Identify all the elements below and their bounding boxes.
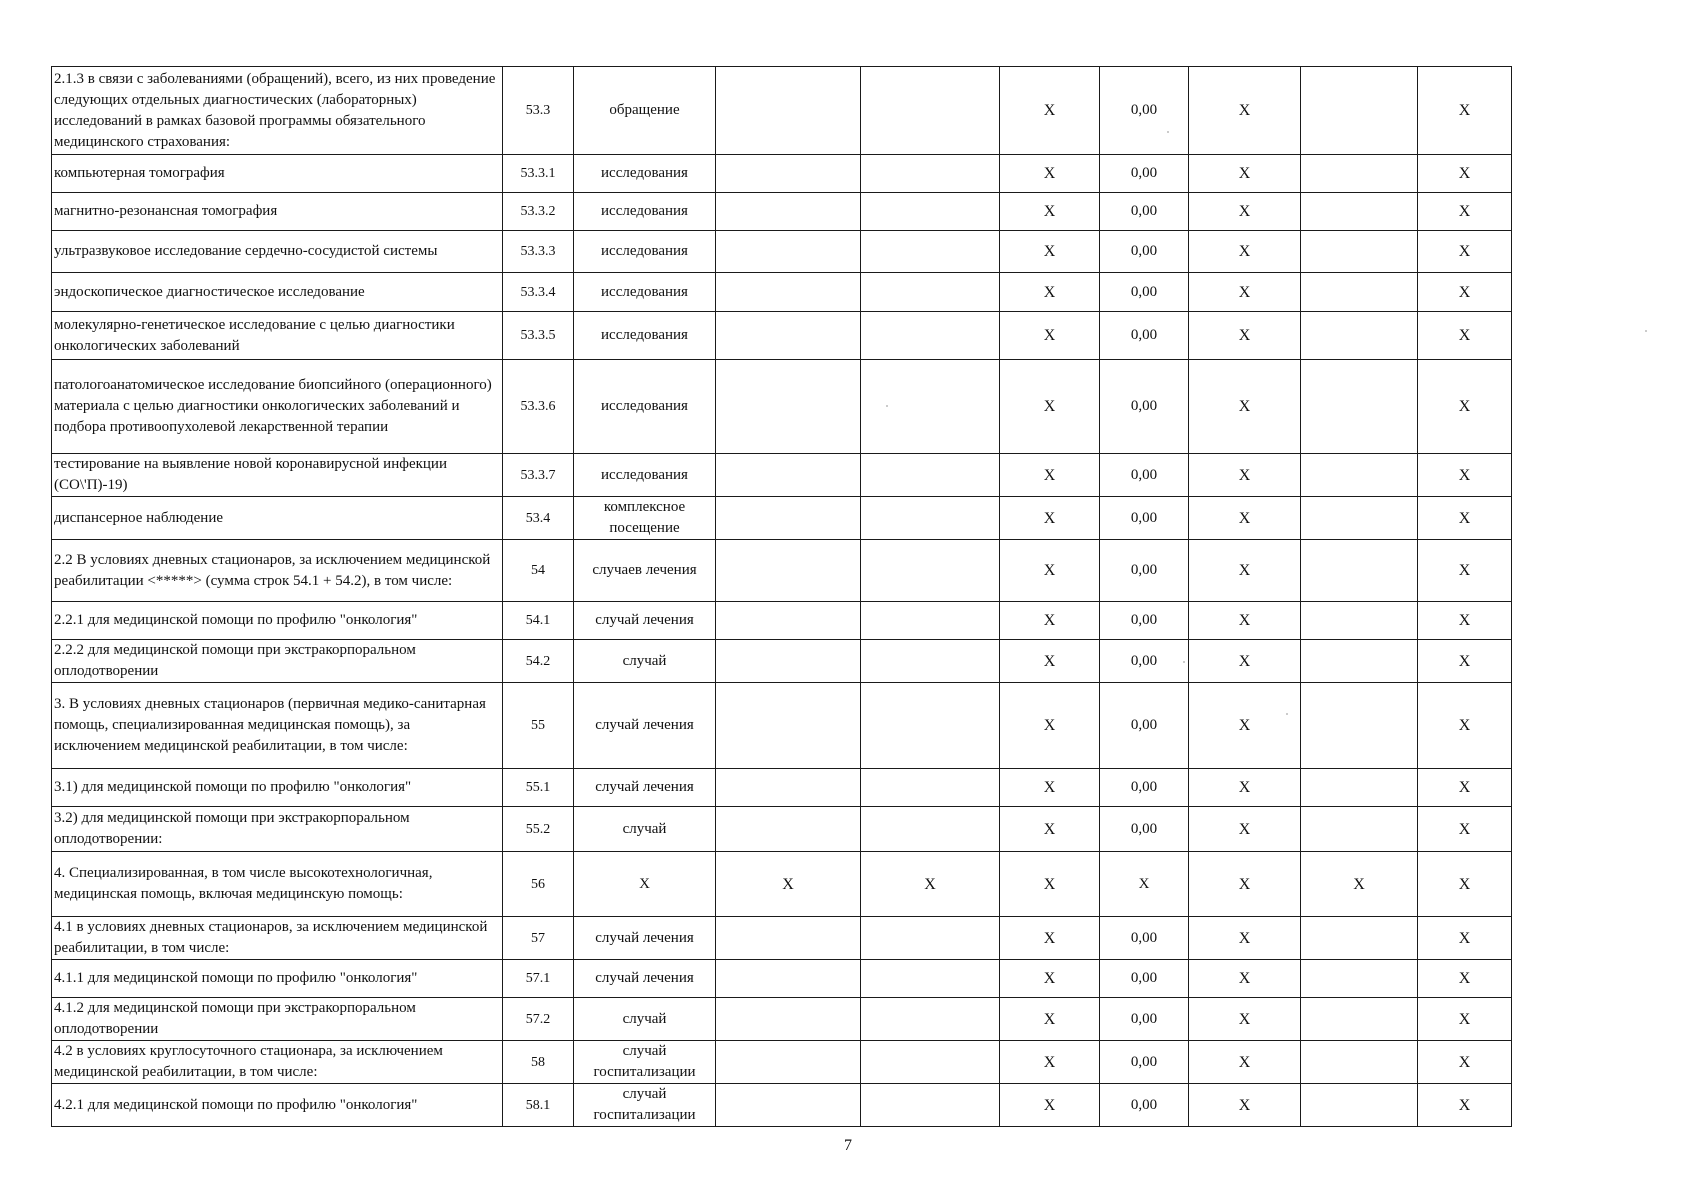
row-col8-cell <box>1301 960 1418 998</box>
row-col5-cell: X <box>1000 155 1100 193</box>
row-col8-cell <box>1301 312 1418 360</box>
row-col6-cell: 0,00 <box>1100 1084 1189 1127</box>
row-col7-cell: X <box>1189 273 1301 312</box>
row-name-cell: 3. В условиях дневных стационаров (первичная медико-санитарная помощь, специализированная медицинская помощь), за исключением медицинской реабилитации, в том числе: <box>52 683 503 769</box>
row-col3-cell <box>716 454 861 497</box>
row-col4-cell <box>861 312 1000 360</box>
table-row <box>52 360 1512 454</box>
row-col5-cell: X <box>1000 960 1100 998</box>
row-unit-cell: обращение <box>574 67 716 155</box>
row-col3-cell <box>716 807 861 852</box>
row-col7-cell: X <box>1189 602 1301 640</box>
row-col6-cell: 0,00 <box>1100 960 1189 998</box>
row-col5-cell: X <box>1000 769 1100 807</box>
row-col8-cell <box>1301 807 1418 852</box>
row-col4-cell <box>861 231 1000 273</box>
row-col8-cell <box>1301 454 1418 497</box>
row-col6-cell: 0,00 <box>1100 454 1189 497</box>
row-col9-cell: X <box>1418 1084 1512 1127</box>
row-col5-cell: X <box>1000 998 1100 1041</box>
row-col9-cell: X <box>1418 155 1512 193</box>
row-col6-cell: 0,00 <box>1100 497 1189 540</box>
row-col7-cell: X <box>1189 231 1301 273</box>
row-code-cell: 53.3.3 <box>503 231 574 273</box>
row-col5-cell: X <box>1000 1084 1100 1127</box>
row-col4-cell <box>861 602 1000 640</box>
row-col9-cell: X <box>1418 683 1512 769</box>
row-col5-cell: X <box>1000 231 1100 273</box>
row-col6-cell: 0,00 <box>1100 155 1189 193</box>
row-name-cell: диспансерное наблюдение <box>52 497 503 540</box>
row-col9-cell: X <box>1418 273 1512 312</box>
row-col3-cell <box>716 998 861 1041</box>
row-code-cell: 53.3.7 <box>503 454 574 497</box>
row-code-cell: 57.1 <box>503 960 574 998</box>
row-col6-cell: 0,00 <box>1100 807 1189 852</box>
row-unit-cell: исследования <box>574 312 716 360</box>
row-name-cell: молекулярно-генетическое исследование с целью диагностики онкологических заболеваний <box>52 312 503 360</box>
row-code-cell: 53.3.4 <box>503 273 574 312</box>
row-col7-cell: X <box>1189 1084 1301 1127</box>
row-name-cell: 3.1) для медицинской помощи по профилю "онкология" <box>52 769 503 807</box>
row-name-cell: 4.2 в условиях круглосуточного стационара, за исключением медицинской реабилитации, в том числе: <box>52 1041 503 1084</box>
row-col4-cell <box>861 540 1000 602</box>
row-col4-cell <box>861 640 1000 683</box>
row-col7-cell: X <box>1189 193 1301 231</box>
row-col8-cell <box>1301 360 1418 454</box>
row-col7-cell: X <box>1189 917 1301 960</box>
row-code-cell: 55.1 <box>503 769 574 807</box>
row-col4-cell <box>861 1084 1000 1127</box>
row-name-cell: магнитно-резонансная томография <box>52 193 503 231</box>
row-col8-cell <box>1301 602 1418 640</box>
row-col8-cell <box>1301 540 1418 602</box>
row-name-cell: 4.1 в условиях дневных стационаров, за исключением медицинской реабилитации, в том числе: <box>52 917 503 960</box>
table-row <box>52 67 1512 155</box>
row-col5-cell: X <box>1000 602 1100 640</box>
row-col8-cell <box>1301 1084 1418 1127</box>
row-col6-cell: 0,00 <box>1100 640 1189 683</box>
row-unit-cell: случай <box>574 998 716 1041</box>
table-body <box>52 67 1512 1127</box>
row-name-cell: 4.2.1 для медицинской помощи по профилю "онкология" <box>52 1084 503 1127</box>
row-col5-cell: X <box>1000 312 1100 360</box>
table-row <box>52 807 1512 852</box>
row-name-cell: 4.1.2 для медицинской помощи при экстракорпоральном оплодотворении <box>52 998 503 1041</box>
row-unit-cell: случай <box>574 640 716 683</box>
row-col9-cell: X <box>1418 960 1512 998</box>
row-col7-cell: X <box>1189 852 1301 917</box>
row-name-cell: тестирование на выявление новой коронавирусной инфекции (CO\'П)-19) <box>52 454 503 497</box>
row-col4-cell <box>861 454 1000 497</box>
row-col9-cell: X <box>1418 640 1512 683</box>
table-row <box>52 312 1512 360</box>
row-col9-cell: X <box>1418 231 1512 273</box>
row-col5-cell: X <box>1000 807 1100 852</box>
row-col7-cell: X <box>1189 807 1301 852</box>
row-col3-cell <box>716 769 861 807</box>
row-name-cell: 3.2) для медицинской помощи при экстракорпоральном оплодотворении: <box>52 807 503 852</box>
table-row <box>52 683 1512 769</box>
table-row <box>52 640 1512 683</box>
row-col8-cell: X <box>1301 852 1418 917</box>
row-unit-cell: случай <box>574 807 716 852</box>
row-unit-cell: исследования <box>574 193 716 231</box>
row-col6-cell: 0,00 <box>1100 769 1189 807</box>
row-col6-cell: 0,00 <box>1100 998 1189 1041</box>
row-code-cell: 53.4 <box>503 497 574 540</box>
row-col6-cell: 0,00 <box>1100 602 1189 640</box>
row-col6-cell: 0,00 <box>1100 193 1189 231</box>
row-name-cell: ультразвуковое исследование сердечно-сосудистой системы <box>52 231 503 273</box>
row-col7-cell: X <box>1189 497 1301 540</box>
row-col5-cell: X <box>1000 497 1100 540</box>
row-col6-cell: 0,00 <box>1100 683 1189 769</box>
row-col7-cell: X <box>1189 67 1301 155</box>
row-col3-cell <box>716 540 861 602</box>
row-col5-cell: X <box>1000 640 1100 683</box>
row-col4-cell <box>861 917 1000 960</box>
row-col5-cell: X <box>1000 193 1100 231</box>
row-name-cell: компьютерная томография <box>52 155 503 193</box>
row-col5-cell: X <box>1000 1041 1100 1084</box>
row-col6-cell: 0,00 <box>1100 360 1189 454</box>
row-col3-cell <box>716 960 861 998</box>
row-col9-cell: X <box>1418 602 1512 640</box>
row-name-cell: 4. Специализированная, в том числе высокотехнологичная, медицинская помощь, включая медицинскую помощь: <box>52 852 503 917</box>
row-col7-cell: X <box>1189 360 1301 454</box>
table-row <box>52 540 1512 602</box>
row-unit-cell: случай лечения <box>574 602 716 640</box>
row-code-cell: 53.3 <box>503 67 574 155</box>
row-code-cell: 53.3.6 <box>503 360 574 454</box>
row-col8-cell <box>1301 497 1418 540</box>
row-col8-cell <box>1301 193 1418 231</box>
row-name-cell: 2.2.2 для медицинской помощи при экстракорпоральном оплодотворении <box>52 640 503 683</box>
row-col5-cell: X <box>1000 540 1100 602</box>
row-col3-cell <box>716 273 861 312</box>
row-col9-cell: X <box>1418 807 1512 852</box>
row-col9-cell: X <box>1418 769 1512 807</box>
row-col8-cell <box>1301 998 1418 1041</box>
row-col8-cell <box>1301 640 1418 683</box>
row-col7-cell: X <box>1189 454 1301 497</box>
row-unit-cell: комплексное посещение <box>574 497 716 540</box>
row-col9-cell: X <box>1418 454 1512 497</box>
row-code-cell: 58 <box>503 1041 574 1084</box>
row-col5-cell: X <box>1000 454 1100 497</box>
row-col6-cell: 0,00 <box>1100 540 1189 602</box>
row-unit-cell: случай госпитализации <box>574 1084 716 1127</box>
row-col3-cell <box>716 193 861 231</box>
row-col6-cell: 0,00 <box>1100 1041 1189 1084</box>
row-col6-cell: 0,00 <box>1100 917 1189 960</box>
row-col7-cell: X <box>1189 640 1301 683</box>
row-col9-cell: X <box>1418 497 1512 540</box>
row-col8-cell <box>1301 273 1418 312</box>
table-row <box>52 231 1512 273</box>
row-col3-cell <box>716 312 861 360</box>
row-unit-cell: случай госпитализации <box>574 1041 716 1084</box>
table-row <box>52 998 1512 1041</box>
row-name-cell: 4.1.1 для медицинской помощи по профилю "онкология" <box>52 960 503 998</box>
row-col4-cell <box>861 155 1000 193</box>
row-col4-cell <box>861 193 1000 231</box>
row-col7-cell: X <box>1189 998 1301 1041</box>
row-col4-cell <box>861 769 1000 807</box>
row-col4-cell <box>861 67 1000 155</box>
row-col7-cell: X <box>1189 312 1301 360</box>
row-unit-cell: случай лечения <box>574 960 716 998</box>
row-code-cell: 57.2 <box>503 998 574 1041</box>
row-code-cell: 54 <box>503 540 574 602</box>
row-col3-cell <box>716 640 861 683</box>
row-col8-cell <box>1301 917 1418 960</box>
row-col4-cell <box>861 273 1000 312</box>
row-col3-cell <box>716 1041 861 1084</box>
row-col9-cell: X <box>1418 917 1512 960</box>
row-name-cell: эндоскопическое диагностическое исследование <box>52 273 503 312</box>
row-col4-cell: X <box>861 852 1000 917</box>
row-col9-cell: X <box>1418 1041 1512 1084</box>
table-row <box>52 273 1512 312</box>
row-unit-cell: исследования <box>574 273 716 312</box>
row-col6-cell: 0,00 <box>1100 312 1189 360</box>
row-col4-cell <box>861 683 1000 769</box>
row-col8-cell <box>1301 231 1418 273</box>
table-row <box>52 852 1512 917</box>
table-row <box>52 497 1512 540</box>
row-col3-cell <box>716 67 861 155</box>
row-col6-cell: 0,00 <box>1100 231 1189 273</box>
table-row <box>52 155 1512 193</box>
row-col7-cell: X <box>1189 155 1301 193</box>
row-col4-cell <box>861 998 1000 1041</box>
row-col7-cell: X <box>1189 769 1301 807</box>
row-name-cell: 2.2.1 для медицинской помощи по профилю "онкология" <box>52 602 503 640</box>
row-unit-cell: исследования <box>574 360 716 454</box>
row-col5-cell: X <box>1000 683 1100 769</box>
row-col9-cell: X <box>1418 998 1512 1041</box>
row-col7-cell: X <box>1189 1041 1301 1084</box>
page-number: 7 <box>844 1137 852 1154</box>
row-col3-cell <box>716 360 861 454</box>
table-row <box>52 602 1512 640</box>
table-row <box>52 454 1512 497</box>
table-row <box>52 960 1512 998</box>
row-col5-cell: X <box>1000 360 1100 454</box>
row-col6-cell: 0,00 <box>1100 67 1189 155</box>
row-col8-cell <box>1301 683 1418 769</box>
row-col3-cell: X <box>716 852 861 917</box>
row-code-cell: 58.1 <box>503 1084 574 1127</box>
table-row <box>52 769 1512 807</box>
row-col9-cell: X <box>1418 67 1512 155</box>
row-col4-cell <box>861 807 1000 852</box>
row-unit-cell: случай лечения <box>574 917 716 960</box>
table-row <box>52 193 1512 231</box>
row-col4-cell <box>861 1041 1000 1084</box>
row-col4-cell <box>861 497 1000 540</box>
row-name-cell: патологоанатомическое исследование биопсийного (операционного) материала с целью диагностики онкологических заболеваний и подбора противоопухолевой лекарственной терапии <box>52 360 503 454</box>
row-unit-cell: случай лечения <box>574 683 716 769</box>
row-col6-cell: 0,00 <box>1100 273 1189 312</box>
row-unit-cell: исследования <box>574 454 716 497</box>
row-col3-cell <box>716 231 861 273</box>
row-col5-cell: X <box>1000 273 1100 312</box>
row-code-cell: 54.2 <box>503 640 574 683</box>
row-col3-cell <box>716 155 861 193</box>
row-col5-cell: X <box>1000 917 1100 960</box>
row-col9-cell: X <box>1418 193 1512 231</box>
row-col8-cell <box>1301 67 1418 155</box>
row-col3-cell <box>716 1084 861 1127</box>
row-col3-cell <box>716 602 861 640</box>
row-code-cell: 57 <box>503 917 574 960</box>
table-row <box>52 1084 1512 1127</box>
row-code-cell: 55 <box>503 683 574 769</box>
row-col9-cell: X <box>1418 540 1512 602</box>
row-col8-cell <box>1301 155 1418 193</box>
table-row <box>52 1041 1512 1084</box>
row-code-cell: 56 <box>503 852 574 917</box>
row-col7-cell: X <box>1189 683 1301 769</box>
row-col5-cell: X <box>1000 852 1100 917</box>
row-col3-cell <box>716 497 861 540</box>
row-col5-cell: X <box>1000 67 1100 155</box>
row-col3-cell <box>716 917 861 960</box>
row-col8-cell <box>1301 769 1418 807</box>
row-col9-cell: X <box>1418 852 1512 917</box>
row-code-cell: 53.3.5 <box>503 312 574 360</box>
row-col4-cell <box>861 960 1000 998</box>
row-col9-cell: X <box>1418 360 1512 454</box>
row-col9-cell: X <box>1418 312 1512 360</box>
row-col4-cell <box>861 360 1000 454</box>
row-code-cell: 53.3.2 <box>503 193 574 231</box>
row-code-cell: 53.3.1 <box>503 155 574 193</box>
table-row <box>52 917 1512 960</box>
row-name-cell: 2.1.3 в связи с заболеваниями (обращений), всего, из них проведение следующих отдельных диагностических (лабораторных) исследований в рамках базовой программы обязательного медицинского страхования: <box>52 67 503 155</box>
row-unit-cell: X <box>574 852 716 917</box>
row-col8-cell <box>1301 1041 1418 1084</box>
row-col7-cell: X <box>1189 540 1301 602</box>
row-unit-cell: случаев лечения <box>574 540 716 602</box>
row-col7-cell: X <box>1189 960 1301 998</box>
row-unit-cell: исследования <box>574 155 716 193</box>
data-table <box>51 66 1512 1127</box>
row-unit-cell: исследования <box>574 231 716 273</box>
row-code-cell: 55.2 <box>503 807 574 852</box>
row-code-cell: 54.1 <box>503 602 574 640</box>
row-col6-cell: X <box>1100 852 1189 917</box>
row-name-cell: 2.2 В условиях дневных стационаров, за исключением медицинской реабилитации <*****> (сумма строк 54.1 + 54.2), в том числе: <box>52 540 503 602</box>
row-unit-cell: случай лечения <box>574 769 716 807</box>
row-col3-cell <box>716 683 861 769</box>
